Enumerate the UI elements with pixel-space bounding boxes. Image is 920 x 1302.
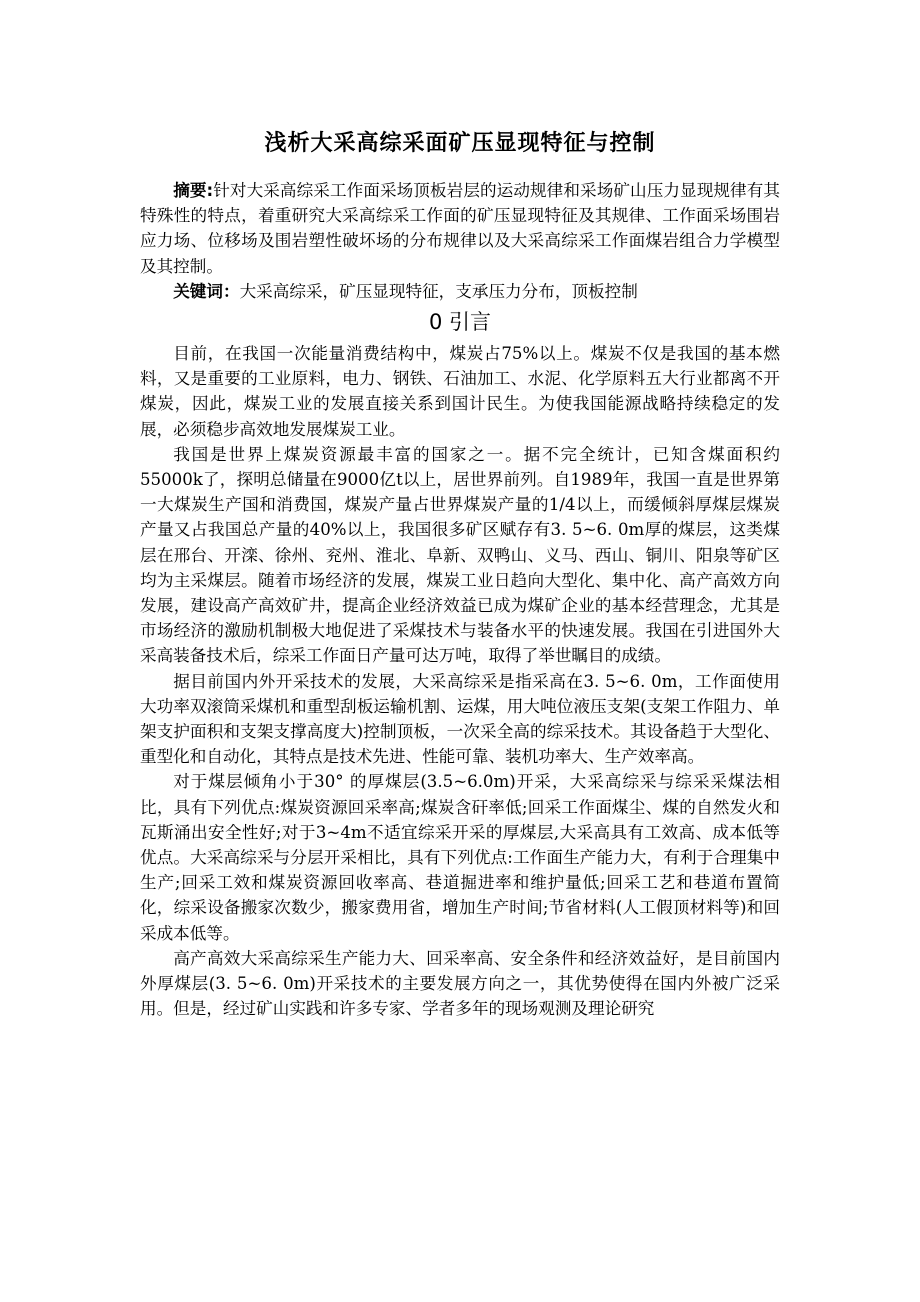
keywords-text: 大采高综采，矿压显现特征，支承压力分布，顶板控制 xyxy=(239,281,638,301)
body-paragraph-1: 目前，在我国一次能量消费结构中，煤炭占75%以上。煤炭不仅是我国的基本燃料，又是重要的工业原料，电力、钢铁、石油加工、水泥、化学原料五大行业都离不开煤炭，因此，煤炭工业的发展直接关系到国计民生。为使我国能源战略持续稳定的发展，必须稳步高效地发展煤炭工业。 xyxy=(140,344,780,439)
body-paragraph-5: 高产高效大采高综采生产能力大、回采率高、安全条件和经济效益好，是目前国内外厚煤层(3. 5~6. 0m)开采技术的主要发展方向之一，其优势使得在国内外被广泛采用。但是，经过矿山实践和许多专家、学者多年的现场观测及理论研究 xyxy=(140,948,780,1019)
section-heading: 0 引言 xyxy=(428,310,492,335)
document-body xyxy=(140,178,780,1022)
abstract-text: 针对大采高综采工作面采场顶板岩层的运动规律和采场矿山压力显现规律有其特殊性的特点，着重研究大采高综采工作面的矿压显现特征及其规律、工作面采场围岩应力场、位移场及围岩塑性破坏场的分布规律以及大采高综采工作面煤岩组合力学模型及其控制。 xyxy=(140,181,780,276)
body-paragraph-3: 据目前国内外开采技术的发展，大采高综采是指采高在3. 5~6. 0m，工作面使用大功率双滚筒采煤机和重型刮板运输机割、运煤，用大吨位液压支架(支架工作阻力、单架支护面积和支架支撑高度大)控制顶板，一次采全高的综采技术。其设备趋于大型化、重型化和自动化，其特点是技术先进、性能可靠、装机功率大、生产效率高。 xyxy=(140,671,780,767)
keywords-paragraph xyxy=(140,279,780,304)
abstract-paragraph xyxy=(140,178,780,279)
body-paragraph-2: 我国是世界上煤炭资源最丰富的国家之一。据不完全统计，已知含煤面积约55000k了，探明总储量在9000亿t以上，居世界前列。自1989年，我国一直是世界第一大煤炭生产国和消费国，煤炭产量占世界煤炭产量的1/4以上，而缓倾斜厚煤层煤炭产量又占我国总产量的40%以上，我国很多矿区赋存有3. 5~6. 0m厚的煤层，这类煤层在邢台、开滦、徐州、兖州、淮北、阜新、双鸭山、义马、西山、铜川、阳泉等矿区均为主采煤层。随着市场经济的发展，煤炭工业日趋向大型化、集中化、高产高效方向发展，建设高产高效矿井，提高企业经济效益已成为煤矿企业的基本经营理念，尤其是市场经济的激励机制极大地促进了采煤技术与装备水平的快速发展。我国在引进国外大采高装备技术后，综采工作面日产量可达万吨，取得了举世瞩目的成绩。 xyxy=(140,444,780,666)
document-title: 浅析大采高综采面矿压显现特征与控制 xyxy=(264,131,656,156)
abstract-label: 摘要: xyxy=(173,181,214,200)
keywords-label: 关键词： xyxy=(173,281,240,301)
body-paragraph-4: 对于煤层倾角小于30° 的厚煤层(3.5~6.0m)开采，大采高综采与综采采煤法相比，具有下列优点:煤炭资源回采率高;煤炭含矸率低;回采工作面煤尘、煤的自然发火和瓦斯涌出安全性好;对于3~4m不适宜综采开采的厚煤层,大采高具有工效高、成本低等优点。大采高综采与分层开采相比，具有下列优点:工作面生产能力大，有利于合理集中生产;回采工效和煤炭资源回收率高、巷道掘进率和维护量低;回采工艺和巷道布置简化，综采设备搬家次数少，搬家费用省，增加生产时间;节省材料(人工假顶材料等)和回采成本低等。 xyxy=(140,772,780,943)
